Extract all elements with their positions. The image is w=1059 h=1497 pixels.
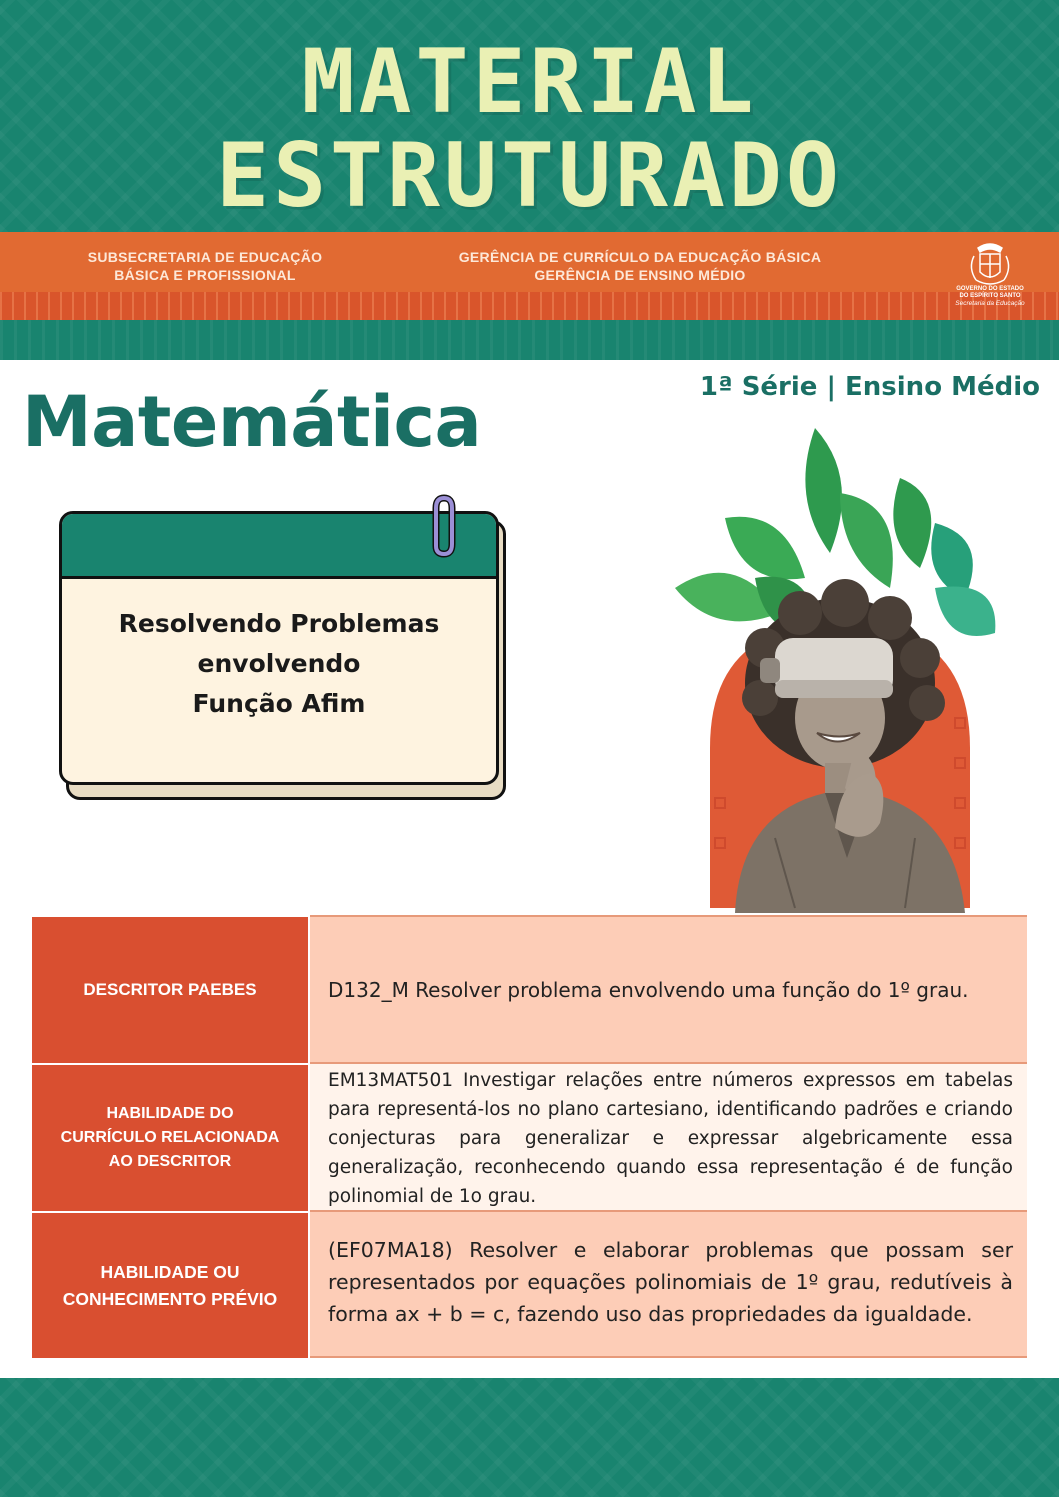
gov-line2: DO ESPÍRITO SANTO — [959, 293, 1021, 299]
paperclip-icon — [424, 494, 464, 560]
banner-title-line1: MATERIAL — [301, 30, 758, 133]
gerencia-line2: GERÊNCIA DE ENSINO MÉDIO — [534, 267, 746, 283]
prior-knowledge-label — [32, 1213, 308, 1358]
gerencia-line1: GERÊNCIA DE CURRÍCULO DA EDUCAÇÃO BÁSICA — [458, 249, 822, 265]
curriculum-skill-value — [310, 1064, 1027, 1212]
gerencia-label — [430, 248, 850, 284]
banner-title-line2: ESTRUTURADO — [216, 124, 843, 227]
topic-card-title — [62, 604, 496, 724]
subsecretaria-line2: BÁSICA E PROFISSIONAL — [114, 267, 296, 283]
decorative-teal-strip — [0, 320, 1059, 360]
subject-title: Matemática — [22, 381, 482, 463]
curriculum-label-line2: CURRÍCULO RELACIONADA — [60, 1129, 280, 1146]
prior-label-line2: CONHECIMENTO PRÉVIO — [62, 1288, 278, 1309]
prior-label-line1: HABILIDADE OU — [100, 1261, 240, 1282]
curriculum-skill-label — [32, 1065, 308, 1211]
topic-line2: envolvendo — [197, 649, 361, 678]
descriptor-text: D132_M Resolver problema envolvendo uma função do 1º grau. — [328, 977, 969, 1002]
student-vr-illustration — [665, 418, 1010, 913]
prior-knowledge-text: (EF07MA18) Resolver e elaborar problemas que possam ser representados por equações polinomiais de 1º grau, redutíveis à forma ax + b = c, fazendo uso das propriedades da igualdade. — [328, 1238, 1013, 1326]
prior-knowledge-value — [310, 1212, 1027, 1358]
curriculum-skill-text: EM13MAT501 Investigar relações entre números expressos em tabelas para representá-los no plano cartesiano, identificando padrões e criando conjecturas para generalizar e expressar algebricamente essa generalização, reconhecendo quando essa representação é de função polinomial de 1o grau. — [328, 1070, 1013, 1207]
grade-level: 1ª Série | Ensino Médio — [699, 372, 1040, 402]
gov-line1: GOVERNO DO ESTADO — [956, 286, 1024, 292]
gov-line3: Secretaria da Educação — [955, 300, 1025, 307]
footer-band — [0, 1378, 1059, 1497]
curriculum-label-line1: HABILIDADE DO — [106, 1105, 234, 1122]
topic-line1: Resolvendo Problemas — [118, 609, 440, 638]
topic-line3: Função Afim — [192, 689, 366, 718]
government-caption — [940, 286, 1040, 307]
descriptor-label-text: DESCRITOR PAEBES — [83, 980, 257, 999]
curriculum-label-line3: AO DESCRITOR — [108, 1153, 232, 1170]
decorative-pattern-strip — [0, 292, 1059, 320]
descriptor-label — [32, 917, 308, 1063]
subsecretaria-line1: SUBSECRETARIA DE EDUCAÇÃO — [87, 249, 323, 265]
descriptor-value — [310, 915, 1027, 1064]
subsecretaria-label — [60, 248, 350, 284]
